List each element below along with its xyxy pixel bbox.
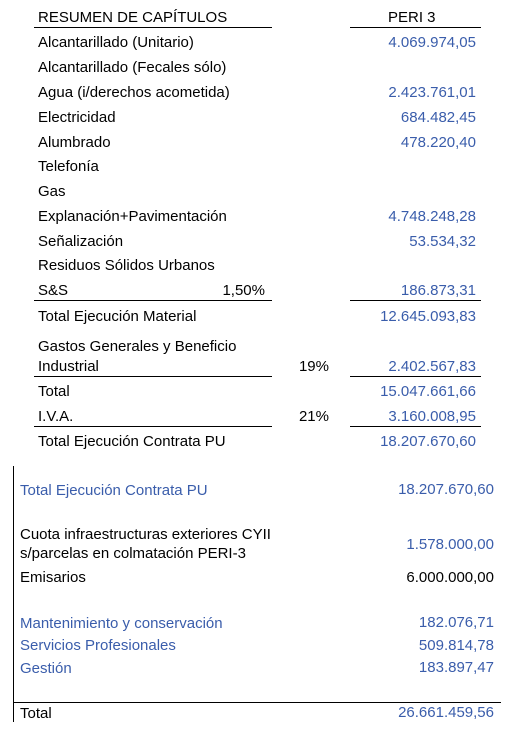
- chapter-label: Gas: [38, 183, 66, 200]
- chapter-label: Alcantarillado (Unitario): [38, 34, 194, 51]
- iva-value-underline: [350, 426, 481, 427]
- summary-total-rule: [13, 702, 501, 703]
- servicios-value: 509.814,78: [418, 637, 494, 654]
- summary-contrata-label: Total Ejecución Contrata PU: [20, 482, 208, 499]
- chapter-label: Alcantarillado (Fecales sólo): [38, 59, 227, 76]
- chapter-label: Residuos Sólidos Urbanos: [38, 257, 215, 274]
- chapter-value: 4.748.248,28: [388, 208, 476, 225]
- chapter-label: Agua (i/derechos acometida): [38, 84, 230, 101]
- cuota-label-line2: s/parcelas en colmatación PERI-3: [20, 545, 246, 562]
- summary-total-value: 26.661.459,56: [398, 704, 494, 721]
- chapter-label: Señalización: [38, 233, 124, 250]
- gastos-value-underline: [350, 376, 481, 377]
- total-material-label: Total Ejecución Material: [38, 308, 197, 325]
- gastos-label-line1: Gastos Generales y Beneficio: [38, 338, 237, 355]
- ss-percent: 1,50%: [222, 282, 265, 299]
- chapter-value: 2.423.761,01: [388, 84, 476, 101]
- total-value: 15.047.661,66: [380, 383, 476, 400]
- mantenimiento-label: Mantenimiento y conservación: [20, 615, 223, 632]
- gastos-underline: [34, 376, 272, 377]
- total-material-value: 12.645.093,83: [380, 308, 476, 325]
- summary-title: RESUMEN DE CAPÍTULOS: [38, 9, 228, 26]
- chapter-label: Alumbrado: [38, 134, 111, 151]
- summary-total-label: Total: [20, 705, 52, 722]
- ss-underline: [34, 300, 272, 301]
- iva-underline: [34, 426, 272, 427]
- chapter-value: 4.069.974,05: [388, 34, 476, 51]
- ss-label: S&S: [38, 282, 69, 299]
- iva-value: 3.160.008,95: [388, 408, 476, 425]
- emisarios-label: Emisarios: [20, 569, 86, 586]
- summary-contrata-value: 18.207.670,60: [398, 481, 494, 498]
- mantenimiento-value: 182.076,71: [418, 614, 494, 631]
- chapter-value: 684.482,45: [400, 109, 476, 126]
- iva-label: I.V.A.: [38, 408, 74, 425]
- iva-percent: 21%: [298, 408, 329, 425]
- chapter-label: Explanación+Pavimentación: [38, 208, 227, 225]
- chapter-value: 478.220,40: [400, 134, 476, 151]
- column-underline: [350, 27, 481, 28]
- cuota-value: 1.578.000,00: [406, 536, 494, 553]
- gastos-value: 2.402.567,83: [388, 358, 476, 375]
- gestion-label: Gestión: [20, 660, 72, 677]
- chapter-label: Telefonía: [38, 158, 99, 175]
- total-label: Total: [38, 383, 70, 400]
- chapter-value: 53.534,32: [409, 233, 476, 250]
- column-header-peri3: PERI 3: [388, 9, 436, 26]
- cuota-label-line1: Cuota infraestructuras exteriores CYII: [20, 526, 271, 543]
- gestion-value: 183.897,47: [418, 659, 494, 676]
- header-underline: [34, 27, 272, 28]
- gastos-label-line2: Industrial: [38, 358, 99, 375]
- total-contrata-label: Total Ejecución Contrata PU: [38, 433, 226, 450]
- summary-left-border: [13, 466, 14, 722]
- gastos-percent: 19%: [298, 358, 329, 375]
- ss-value: 186.873,31: [400, 282, 476, 299]
- emisarios-value: 6.000.000,00: [406, 569, 494, 586]
- servicios-label: Servicios Profesionales: [20, 637, 176, 654]
- ss-value-underline: [350, 300, 481, 301]
- chapter-label: Electricidad: [38, 109, 116, 126]
- total-contrata-value: 18.207.670,60: [380, 433, 476, 450]
